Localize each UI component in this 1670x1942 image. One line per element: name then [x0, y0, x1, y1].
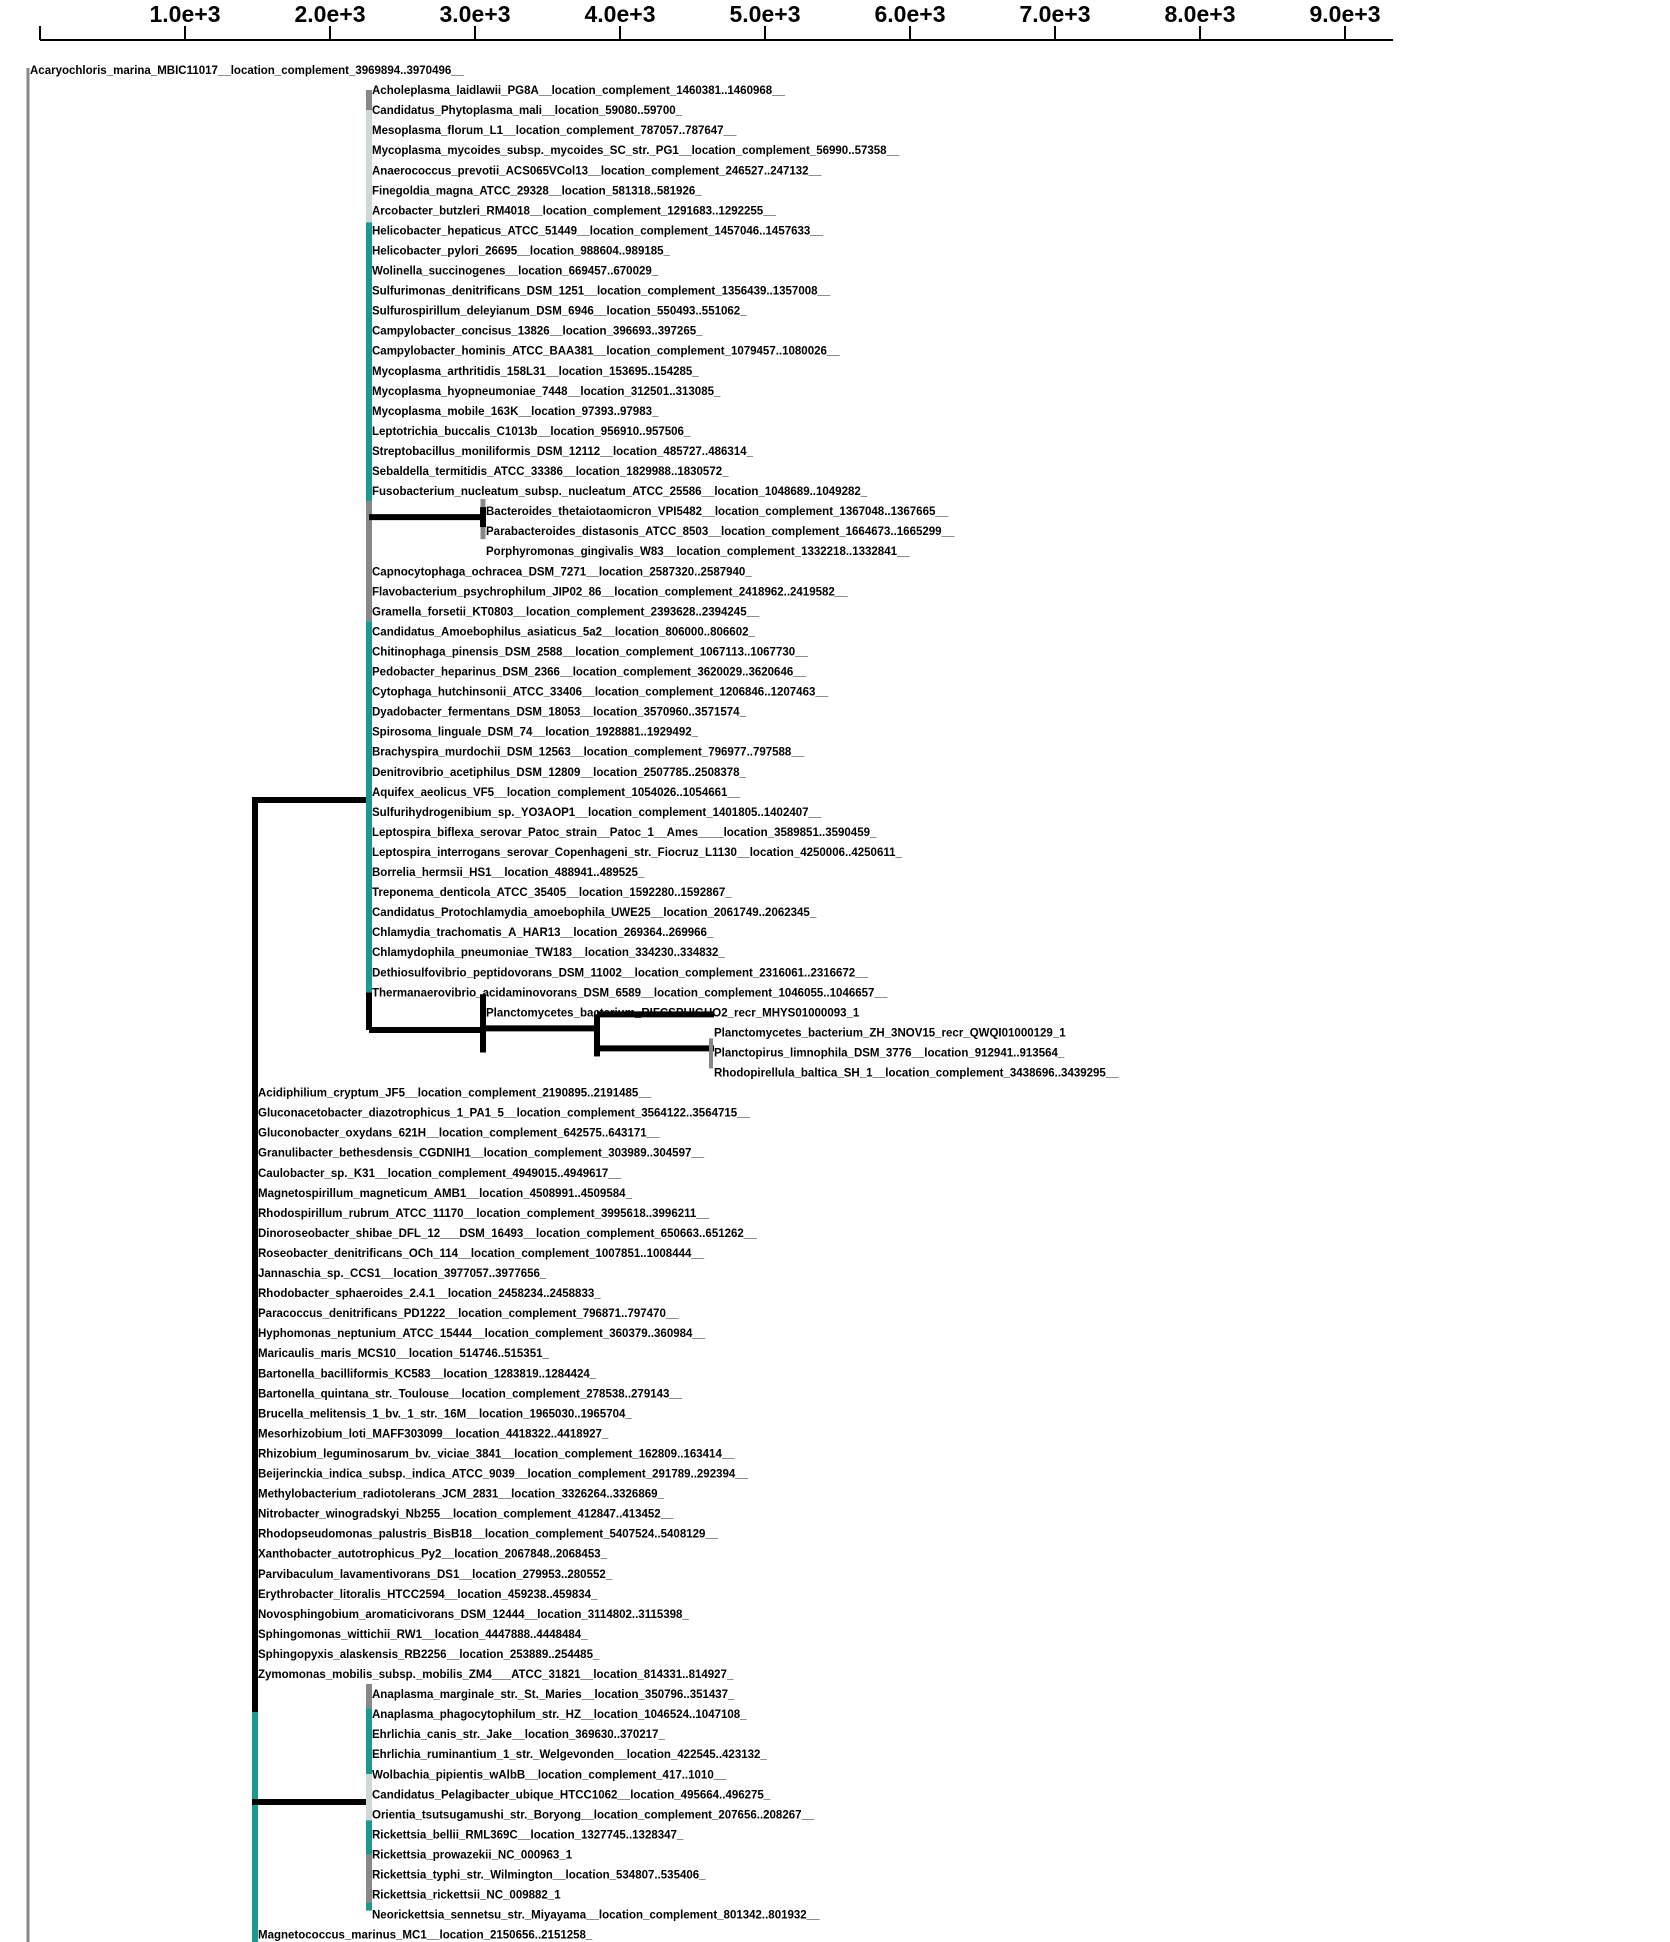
leaf-label: Mycoplasma_mobile_163K__location_97393..97983_ [372, 405, 659, 418]
leaf-label: Thermanaerovibrio_acidaminovorans_DSM_6589__location_complement_1046055..1046657__ [372, 987, 888, 1000]
leaf-label: Acholeplasma_laidlawii_PG8A__location_complement_1460381..1460968__ [372, 85, 785, 98]
leaf-label: Rickettsia_rickettsii_NC_009882_1 [372, 1889, 561, 1902]
axis-tick-label: 3.0e+3 [439, 1, 511, 27]
leaf-label: Brucella_melitensis_1_bv._1_str._16M__location_1965030..1965704_ [258, 1408, 632, 1421]
leaf-label: Planctopirus_limnophila_DSM_3776__location_912941..913564_ [714, 1047, 1065, 1060]
leaf-label: Xanthobacter_autotrophicus_Py2__location_2067848..2068453_ [258, 1548, 608, 1561]
leaf-label: Mycoplasma_mycoides_subsp._mycoides_SC_str._PG1__location_complement_56990..57358__ [372, 145, 900, 158]
leaf-label: Rickettsia_prowazekii_NC_000963_1 [372, 1849, 573, 1862]
leaf-label: Roseobacter_denitrificans_OCh_114__location_complement_1007851..1008444__ [258, 1247, 705, 1260]
leaf-label: Chlamydophila_pneumoniae_TW183__location_334230..334832_ [372, 947, 725, 960]
leaf-label: Pedobacter_heparinus_DSM_2366__location_complement_3620029..3620646__ [372, 666, 807, 679]
leaf-label: Leptospira_biflexa_serovar_Patoc_strain__Patoc_1__Ames____location_3589851..3590459_ [372, 826, 877, 839]
leaf-label: Cytophaga_hutchinsonii_ATCC_33406__location_complement_1206846..1207463__ [372, 686, 829, 699]
leaf-label: Dinoroseobacter_shibae_DFL_12___DSM_16493__location_complement_650663..651262__ [258, 1227, 757, 1240]
axis-tick-label: 2.0e+3 [294, 1, 366, 27]
axis-tick-label: 1.0e+3 [149, 1, 221, 27]
leaf-label: Ehrlichia_ruminantium_1_str._Welgevonden__location_422545..423132_ [372, 1749, 767, 1762]
leaf-label: Zymomonas_mobilis_subsp._mobilis_ZM4___ATCC_31821__location_814331..814927_ [258, 1669, 734, 1681]
scale-axis [40, 1, 1393, 40]
leaf-label: Planctomycetes_bacterium_ZH_3NOV15_recr_QWQI01000129_1 [714, 1027, 1066, 1040]
leaf-label: Dyadobacter_fermentans_DSM_18053__location_3570960..3571574_ [372, 706, 746, 719]
leaf-label: Rickettsia_typhi_str._Wilmington__location_534807..535406_ [372, 1869, 706, 1882]
leaf-label: Jannaschia_sp._CCS1__location_3977057..3977656_ [258, 1268, 547, 1280]
leaf-label: Aquifex_aeolicus_VF5__location_complement_1054026..1054661__ [372, 786, 741, 799]
leaf-label: Acaryochloris_marina_MBIC11017__location_complement_3969894..3970496__ [30, 65, 465, 77]
leaf-label: Borrelia_hermsii_HS1__location_488941..489525_ [372, 867, 645, 879]
leaf-label: Sphingopyxis_alaskensis_RB2256__location_253889..254485_ [258, 1648, 600, 1661]
leaf-label: Wolbachia_pipientis_wAlbB__location_complement_417..1010__ [372, 1769, 727, 1782]
leaf-label: Planctomycetes_bacterium_RIFCSPHIGHO2_recr_MHYS01000093_1 [486, 1007, 860, 1020]
leaf-label: Methylobacterium_radiotolerans_JCM_2831__location_3326264..3326869_ [258, 1488, 664, 1501]
leaf-label: Magnetospirillum_magneticum_AMB1__location_4508991..4509584_ [258, 1187, 632, 1200]
leaf-label: Maricaulis_maris_MCS10__location_514746..515351_ [258, 1348, 549, 1361]
leaf-label: Sebaldella_termitidis_ATCC_33386__location_1829988..1830572_ [372, 466, 729, 478]
leaf-label: Bartonella_bacilliformis_KC583__location_1283819..1284424_ [258, 1368, 597, 1381]
leaf-label: Paracoccus_denitrificans_PD1222__location_complement_796871..797470__ [258, 1308, 679, 1321]
leaf-label: Parvibaculum_lavamentivorans_DS1__location_279953..280552_ [258, 1568, 613, 1581]
axis-tick-label: 6.0e+3 [874, 1, 946, 27]
leaf-label: Leptotrichia_buccalis_C1013b__location_956910..957506_ [372, 425, 691, 438]
leaf-label: Helicobacter_hepaticus_ATCC_51449__location_complement_1457046..1457633__ [372, 225, 824, 238]
leaf-label: Flavobacterium_psychrophilum_JIP02_86__location_complement_2418962..2419582__ [372, 586, 848, 599]
leaf-label: Candidatus_Protochlamydia_amoebophila_UWE25__location_2061749..2062345_ [372, 907, 817, 920]
leaf-label: Treponema_denticola_ATCC_35405__location_1592280..1592867_ [372, 887, 732, 900]
leaf-label: Mesoplasma_florum_L1__location_complement_787057..787647__ [372, 125, 737, 138]
leaf-label: Candidatus_Amoebophilus_asiaticus_5a2__location_806000..806602_ [372, 626, 755, 639]
leaf-label: Sphingomonas_wittichii_RW1__location_4447888..4448484_ [258, 1628, 588, 1641]
leaf-label: Streptobacillus_moniliformis_DSM_12112__location_485727..486314_ [372, 445, 753, 458]
leaf-label: Novosphingobium_aromaticivorans_DSM_12444__location_3114802..3115398_ [258, 1608, 689, 1621]
leaf-label: Wolinella_succinogenes__location_669457..670029_ [372, 265, 659, 278]
leaf-label: Candidatus_Phytoplasma_mali__location_59080..59700_ [372, 105, 683, 118]
leaf-label: Dethiosulfovibrio_peptidovorans_DSM_11002__location_complement_2316061..2316672__ [372, 967, 868, 980]
leaf-label: Neorickettsia_sennetsu_str._Miyayama__location_complement_801342..801932__ [372, 1909, 820, 1922]
leaf-label: Porphyromonas_gingivalis_W83__location_complement_1332218..1332841__ [486, 546, 910, 559]
leaf-label: Rhodopseudomonas_palustris_BisB18__location_complement_5407524..5408129__ [258, 1528, 719, 1541]
leaf-label: Rhodopirellula_baltica_SH_1__location_complement_3438696..3439295__ [714, 1067, 1119, 1080]
leaf-label: Parabacteroides_distasonis_ATCC_8503__location_complement_1664673..1665299__ [486, 526, 955, 539]
leaf-label: Sulfurospirillum_deleyianum_DSM_6946__location_550493..551062_ [372, 305, 747, 318]
leaf-label: Rhodospirillum_rubrum_ATCC_11170__location_complement_3995618..3996211__ [258, 1207, 710, 1220]
leaf-label: Anaplasma_phagocytophilum_str._HZ__location_1046524..1047108_ [372, 1709, 747, 1722]
leaf-label: Spirosoma_linguale_DSM_74__location_1928881..1929492_ [372, 726, 699, 739]
leaf-label: Candidatus_Pelagibacter_ubique_HTCC1062__location_495664..496275_ [372, 1789, 771, 1802]
axis-tick-label: 5.0e+3 [729, 1, 801, 27]
leaf-label: Chlamydia_trachomatis_A_HAR13__location_269364..269966_ [372, 927, 714, 940]
leaf-label: Denitrovibrio_acetiphilus_DSM_12809__location_2507785..2508378_ [372, 766, 746, 779]
leaf-label: Leptospira_interrogans_serovar_Copenhageni_str._Fiocruz_L1130__location_4250006..4250611_ [372, 846, 902, 859]
leaf-label: Campylobacter_hominis_ATCC_BAA381__location_complement_1079457..1080026__ [372, 345, 840, 358]
leaf-label: Rhodobacter_sphaeroides_2.4.1__location_2458234..2458833_ [258, 1288, 601, 1301]
leaf-label: Acidiphilium_cryptum_JF5__location_complement_2190895..2191485__ [258, 1087, 652, 1100]
leaf-label: Granulibacter_bethesdensis_CGDNIH1__location_complement_303989..304597__ [258, 1147, 705, 1160]
leaf-labels [30, 65, 1119, 1942]
leaf-label: Arcobacter_butzleri_RM4018__location_complement_1291683..1292255__ [372, 205, 776, 218]
leaf-label: Hyphomonas_neptunium_ATCC_15444__location_complement_360379..360984__ [258, 1328, 706, 1341]
leaf-label: Mesorhizobium_loti_MAFF303099__location_4418322..4418927_ [258, 1428, 609, 1441]
leaf-label: Gluconacetobacter_diazotrophicus_1_PA1_5__location_complement_3564122..3564715__ [258, 1107, 750, 1120]
leaf-label: Gramella_forsetii_KT0803__location_complement_2393628..2394245__ [372, 606, 760, 619]
leaf-label: Sulfurihydrogenibium_sp._YO3AOP1__location_complement_1401805..1402407__ [372, 806, 822, 819]
axis-tick-label: 9.0e+3 [1309, 1, 1381, 27]
leaf-label: Bacteroides_thetaiotaomicron_VPI5482__location_complement_1367048..1367665__ [486, 506, 949, 519]
leaf-label: Rickettsia_bellii_RML369C__location_1327745..1328347_ [372, 1829, 684, 1842]
leaf-label: Magnetococcus_marinus_MC1__location_2150656..2151258_ [258, 1929, 593, 1942]
leaf-label: Helicobacter_pylori_26695__location_988604..989185_ [372, 245, 670, 258]
leaf-label: Orientia_tsutsugamushi_str._Boryong__location_complement_207656..208267__ [372, 1809, 815, 1822]
leaf-label: Capnocytophaga_ochracea_DSM_7271__location_2587320..2587940_ [372, 566, 752, 579]
leaf-label: Anaerococcus_prevotii_ACS065VCol13__location_complement_246527..247132__ [372, 165, 822, 178]
leaf-label: Nitrobacter_winogradskyi_Nb255__location_complement_412847..413452__ [258, 1508, 674, 1521]
leaf-label: Bartonella_quintana_str._Toulouse__location_complement_278538..279143__ [258, 1388, 683, 1401]
leaf-label: Campylobacter_concisus_13826__location_396693..397265_ [372, 325, 703, 338]
leaf-label: Brachyspira_murdochii_DSM_12563__location_complement_796977..797588__ [372, 746, 805, 759]
leaf-label: Sulfurimonas_denitrificans_DSM_1251__location_complement_1356439..1357008__ [372, 285, 831, 298]
leaf-label: Mycoplasma_hyopneumoniae_7448__location_312501..313085_ [372, 385, 721, 398]
leaf-label: Gluconobacter_oxydans_621H__location_complement_642575..643171__ [258, 1127, 660, 1140]
leaf-label: Finegoldia_magna_ATCC_29328__location_581318..581926_ [372, 185, 702, 198]
leaf-label: Ehrlichia_canis_str._Jake__location_369630..370217_ [372, 1729, 665, 1742]
leaf-label: Caulobacter_sp._K31__location_complement_4949015..4949617__ [258, 1167, 622, 1180]
axis-tick-label: 8.0e+3 [1164, 1, 1236, 27]
leaf-label: Erythrobacter_litoralis_HTCC2594__location_459238..459834_ [258, 1588, 598, 1601]
leaf-label: Fusobacterium_nucleatum_subsp._nucleatum_ATCC_25586__location_1048689..1049282_ [372, 486, 868, 499]
leaf-label: Rhizobium_leguminosarum_bv._viciae_3841__location_complement_162809..163414__ [258, 1448, 735, 1461]
leaf-label: Anaplasma_marginale_str._St._Maries__location_350796..351437_ [372, 1689, 735, 1702]
axis-tick-label: 7.0e+3 [1019, 1, 1091, 27]
leaf-label: Beijerinckia_indica_subsp._indica_ATCC_9039__location_complement_291789..292394__ [258, 1468, 749, 1481]
axis-tick-label: 4.0e+3 [584, 1, 656, 27]
leaf-label: Chitinophaga_pinensis_DSM_2588__location_complement_1067113..1067730__ [372, 646, 808, 659]
leaf-label: Mycoplasma_arthritidis_158L31__location_153695..154285_ [372, 365, 699, 378]
